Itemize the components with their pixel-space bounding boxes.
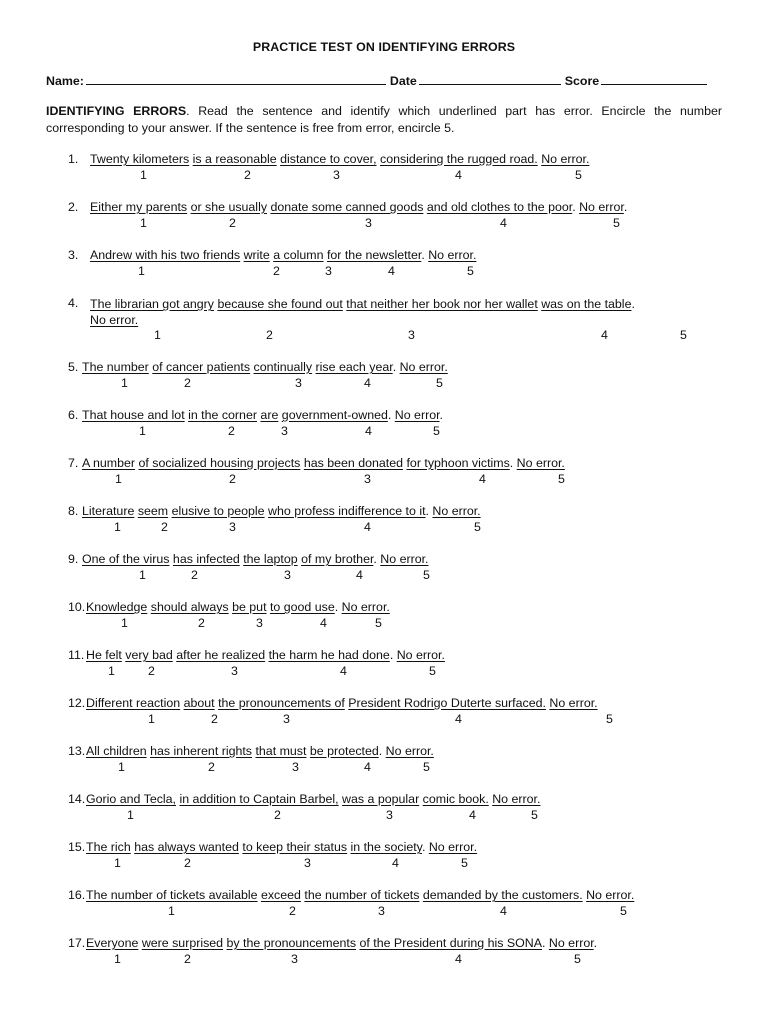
choice-number[interactable]: 4: [364, 376, 371, 390]
underlined-part-5: No error.: [549, 696, 598, 710]
underlined-part-5: No error.: [516, 456, 565, 470]
choice-number[interactable]: 2: [228, 424, 235, 438]
underlined-part-1: He felt: [86, 648, 122, 662]
underlined-part-4: government-owned: [281, 408, 388, 422]
choice-number[interactable]: 3: [283, 712, 290, 726]
question-sentence: The rich has always wanted to keep their status in the society. No error.: [86, 840, 478, 854]
choice-number[interactable]: 5: [429, 664, 436, 678]
underlined-part-2: should always: [150, 600, 229, 614]
underlined-part-1: Andrew with his two friends: [90, 248, 241, 262]
question-sentence: [90, 152, 589, 166]
question-number: 17.: [68, 936, 86, 950]
underlined-part-2: of cancer patients: [152, 360, 251, 374]
choice-number[interactable]: 1: [114, 856, 121, 870]
choice-number[interactable]: 3: [408, 328, 415, 342]
underlined-part-3: has been donated: [303, 456, 404, 470]
question-sentence: [86, 888, 634, 902]
choice-number[interactable]: 4: [388, 264, 395, 278]
underlined-part-5: No error.: [432, 504, 481, 518]
underlined-part-4: to good use: [269, 600, 335, 614]
choice-number[interactable]: 2: [184, 376, 191, 390]
instructions: [46, 103, 722, 137]
underlined-part-4: be protected: [309, 744, 379, 758]
choice-number[interactable]: 5: [680, 328, 687, 342]
underlined-part-5: No error.: [380, 552, 429, 566]
underlined-part-2: about: [183, 696, 215, 710]
underlined-part-2: because she found out: [217, 297, 343, 311]
question-number: 10.: [68, 600, 86, 614]
underlined-part-2: very bad: [125, 648, 173, 662]
question-sentence: One of the virus has infected the laptop of my brother. No error.: [82, 552, 429, 566]
question-sentence: [86, 696, 598, 710]
choice-number[interactable]: 1: [168, 904, 175, 918]
choice-number[interactable]: 3: [386, 808, 393, 822]
choice-number[interactable]: 5: [467, 264, 474, 278]
choice-number[interactable]: 3: [231, 664, 238, 678]
choice-number[interactable]: 4: [479, 472, 486, 486]
choice-number[interactable]: 3: [295, 376, 302, 390]
choice-number[interactable]: 4: [392, 856, 399, 870]
choice-number[interactable]: 3: [229, 520, 236, 534]
underlined-part-2: were surprised: [141, 936, 224, 950]
underlined-part-4: for the newsletter: [326, 248, 422, 262]
choice-number[interactable]: 1: [108, 664, 115, 678]
choice-number[interactable]: 2: [273, 264, 280, 278]
choice-number[interactable]: 2: [184, 856, 191, 870]
choice-number[interactable]: 1: [127, 808, 134, 822]
name-field[interactable]: [86, 72, 386, 85]
question-sentence: He felt very bad after he realized the harm he had done. No error.: [86, 648, 445, 662]
question-sentence: Literature seem elusive to people who profess indifference to it. No error.: [82, 504, 481, 518]
choice-number[interactable]: 2: [229, 216, 236, 230]
choice-number[interactable]: 5: [574, 952, 581, 966]
choice-number[interactable]: 1: [114, 520, 121, 534]
choice-number[interactable]: 4: [356, 568, 363, 582]
underlined-part-4: who profess indifference to it: [268, 504, 426, 518]
underlined-part-1: All children: [86, 744, 147, 758]
choice-number[interactable]: 2: [289, 904, 296, 918]
underlined-part-1: Twenty kilometers: [90, 152, 190, 166]
underlined-part-1: A number: [82, 456, 136, 470]
underlined-part-5: No error: [394, 408, 440, 422]
choice-number[interactable]: 4: [500, 216, 507, 230]
underlined-part-3: that must: [255, 744, 307, 758]
underlined-part-3: elusive to people: [171, 504, 265, 518]
question-number: 1.: [68, 152, 79, 166]
underlined-part-3: distance to cover,: [280, 152, 377, 166]
underlined-part-5: No error.: [428, 840, 478, 854]
choice-number[interactable]: 1: [139, 424, 146, 438]
underlined-part-2: write: [243, 248, 270, 262]
underlined-part-5: No error.: [341, 600, 390, 614]
question-number: 13.: [68, 744, 86, 758]
question-sentence: Everyone were surprised by the pronouncements of the President during his SONA. No error.: [86, 936, 598, 950]
underlined-part-1: The rich: [86, 840, 131, 854]
question-sentence: The librarian got angry because she found out that neither her book nor her wallet was on the table. No error.: [90, 297, 635, 327]
choice-number[interactable]: 3: [284, 568, 291, 582]
choice-number[interactable]: 2: [198, 616, 205, 630]
choice-number[interactable]: 1: [115, 472, 122, 486]
underlined-part-3: to keep their status: [242, 840, 348, 854]
underlined-part-3: are: [260, 408, 279, 422]
choice-number[interactable]: 2: [266, 328, 273, 342]
underlined-part-5: No error.: [90, 313, 139, 327]
choice-number[interactable]: 3: [291, 952, 298, 966]
underlined-part-5: No error: [579, 200, 624, 214]
choice-number[interactable]: 1: [118, 760, 125, 774]
choice-number[interactable]: 1: [138, 264, 145, 278]
underlined-part-5: No error.: [586, 888, 635, 902]
choice-number[interactable]: 2: [148, 664, 155, 678]
choice-number[interactable]: 5: [558, 472, 565, 486]
instructions-text: . Read the sentence and identify which underlined part has error. Encircle the number corresponding to your answer. If the sentence is free from error, encircle 5.: [46, 104, 722, 135]
underlined-part-4: rise each year: [315, 360, 393, 374]
choice-number[interactable]: 5: [461, 856, 468, 870]
underlined-part-3: after he realized: [176, 648, 266, 662]
underlined-part-2: seem: [137, 504, 169, 518]
choice-number[interactable]: 2: [208, 760, 215, 774]
choice-number[interactable]: 4: [601, 328, 608, 342]
choice-number[interactable]: 3: [364, 472, 371, 486]
choice-number[interactable]: 4: [364, 760, 371, 774]
underlined-part-2: or she usually: [190, 200, 268, 214]
choice-number[interactable]: 4: [455, 712, 462, 726]
underlined-part-4: demanded by the customers.: [422, 888, 583, 902]
choice-number[interactable]: 1: [140, 216, 147, 230]
choice-number[interactable]: 4: [364, 520, 371, 534]
score-field[interactable]: [601, 72, 707, 85]
underlined-part-3: continually: [253, 360, 313, 374]
choice-number[interactable]: 4: [500, 904, 507, 918]
underlined-part-1: Literature: [82, 504, 135, 518]
date-label: Date: [389, 74, 417, 88]
question-number: 9.: [68, 552, 79, 566]
choice-number[interactable]: 4: [469, 808, 476, 822]
choice-number[interactable]: 3: [292, 760, 299, 774]
choice-number[interactable]: 5: [613, 216, 620, 230]
question-number: 2.: [68, 200, 79, 214]
choice-number[interactable]: 2: [244, 168, 251, 182]
underlined-part-1: Either my parents: [90, 200, 188, 214]
choice-number[interactable]: 2: [229, 472, 236, 486]
underlined-part-4: President Rodrigo Duterte surfaced.: [348, 696, 546, 710]
underlined-part-1: The number of tickets available: [86, 888, 258, 902]
question-number: 16.: [68, 888, 86, 902]
question-number: 14.: [68, 792, 86, 806]
underlined-part-3: that neither her book nor her wallet: [346, 297, 538, 311]
underlined-part-4: was on the table: [541, 297, 632, 311]
underlined-part-3: donate some canned goods: [270, 200, 424, 214]
underlined-part-4: the harm he had done: [268, 648, 390, 662]
choice-number[interactable]: 4: [455, 952, 462, 966]
underlined-part-3: be put: [232, 600, 267, 614]
choice-number[interactable]: 3: [333, 168, 340, 182]
choice-number[interactable]: 1: [154, 328, 161, 342]
question-sentence: Knowledge should always be put to good use. No error.: [86, 600, 390, 614]
underlined-part-5: No error.: [385, 744, 434, 758]
underlined-part-2: is a reasonable: [192, 152, 277, 166]
choice-number[interactable]: 2: [191, 568, 198, 582]
underlined-part-1: The number: [82, 360, 149, 374]
underlined-part-2: has infected: [172, 552, 240, 566]
choice-number[interactable]: 4: [455, 168, 462, 182]
choice-number[interactable]: 5: [423, 760, 430, 774]
choice-number[interactable]: 2: [274, 808, 281, 822]
underlined-part-5: No error.: [492, 792, 541, 806]
question-number: 15.: [68, 840, 86, 854]
question-number: 4.: [68, 296, 79, 310]
underlined-part-4: for typhoon victims: [406, 456, 510, 470]
underlined-part-5: No error.: [396, 648, 445, 662]
underlined-part-3: the pronouncements of: [218, 696, 345, 710]
underlined-part-2: of socialized housing projects: [138, 456, 301, 470]
choice-number[interactable]: 3: [378, 904, 385, 918]
choice-number[interactable]: 5: [606, 712, 613, 726]
choice-number[interactable]: 2: [211, 712, 218, 726]
underlined-part-4: and old clothes to the poor: [426, 200, 573, 214]
underlined-part-2: has inherent rights: [150, 744, 253, 758]
date-field[interactable]: [419, 72, 561, 85]
underlined-part-1: The librarian got angry: [90, 297, 214, 311]
underlined-part-2: exceed: [260, 888, 301, 902]
question-sentence: Either my parents or she usually donate some canned goods and old clothes to the poor. No error.: [90, 200, 628, 214]
question-number: 7.: [68, 456, 79, 470]
question-sentence: The number of cancer patients continually rise each year. No error.: [82, 360, 448, 374]
instructions-heading: IDENTIFYING ERRORS: [46, 104, 187, 118]
choice-number[interactable]: 5: [474, 520, 481, 534]
underlined-part-2: in the corner: [188, 408, 257, 422]
choice-number[interactable]: 5: [423, 568, 430, 582]
underlined-part-1: That house and lot: [82, 408, 185, 422]
underlined-part-3: a column: [273, 248, 324, 262]
underlined-part-3: the number of tickets: [304, 888, 420, 902]
choice-number[interactable]: 5: [436, 376, 443, 390]
underlined-part-4: comic book.: [422, 792, 489, 806]
choice-number[interactable]: 2: [184, 952, 191, 966]
underlined-part-4: of my brother: [301, 552, 374, 566]
choice-number[interactable]: 3: [256, 616, 263, 630]
choice-number[interactable]: 2: [161, 520, 168, 534]
score-label: Score: [564, 74, 600, 88]
question-number: 3.: [68, 248, 79, 262]
choice-number[interactable]: 4: [320, 616, 327, 630]
choice-number[interactable]: 5: [575, 168, 582, 182]
underlined-part-4: of the President during his SONA: [359, 936, 542, 950]
underlined-part-5: No error.: [428, 248, 477, 262]
choice-number[interactable]: 3: [325, 264, 332, 278]
choice-number[interactable]: 1: [121, 616, 128, 630]
choice-number[interactable]: 1: [148, 712, 155, 726]
underlined-part-2: has always wanted: [134, 840, 239, 854]
choice-number[interactable]: 1: [121, 376, 128, 390]
choice-number[interactable]: 3: [304, 856, 311, 870]
choice-number[interactable]: 1: [139, 568, 146, 582]
underlined-part-4: considering the rugged road.: [380, 152, 538, 166]
question-sentence: That house and lot in the corner are government-owned. No error.: [82, 408, 443, 422]
underlined-part-4: in the society: [350, 840, 422, 854]
question-number: 5.: [68, 360, 79, 374]
choice-number[interactable]: 5: [375, 616, 382, 630]
question-sentence: A number of socialized housing projects has been donated for typhoon victims. No error.: [82, 456, 565, 470]
choice-number[interactable]: 4: [340, 664, 347, 678]
underlined-part-5: No error: [548, 936, 594, 950]
choice-number[interactable]: 1: [140, 168, 147, 182]
underlined-part-3: was a popular: [342, 792, 420, 806]
underlined-part-1: Different reaction: [86, 696, 181, 710]
underlined-part-1: Everyone: [86, 936, 139, 950]
choice-number[interactable]: 5: [620, 904, 627, 918]
question-number: 11.: [68, 648, 85, 662]
question-sentence: All children has inherent rights that must be protected. No error.: [86, 744, 434, 758]
question-sentence: Andrew with his two friends write a column for the newsletter. No error.: [90, 248, 477, 262]
question-number: 6.: [68, 408, 79, 422]
choice-number[interactable]: 3: [281, 424, 288, 438]
underlined-part-1: Knowledge: [86, 600, 148, 614]
underlined-part-3: the laptop: [243, 552, 298, 566]
name-label: Name:: [46, 74, 84, 88]
underlined-part-1: One of the virus: [82, 552, 170, 566]
choice-number[interactable]: 5: [531, 808, 538, 822]
underlined-part-3: by the pronouncements: [226, 936, 357, 950]
underlined-part-2: in addition to Captain Barbel,: [179, 792, 339, 806]
choice-number[interactable]: 4: [365, 424, 372, 438]
question-number: 12.: [68, 696, 86, 710]
choice-number[interactable]: 5: [433, 424, 440, 438]
question-sentence: [86, 792, 540, 806]
header-fields: [46, 72, 726, 88]
page-title: PRACTICE TEST ON IDENTIFYING ERRORS: [252, 40, 516, 54]
underlined-part-1: Gorio and Tecla,: [86, 792, 177, 806]
question-number: 8.: [68, 504, 79, 518]
choice-number[interactable]: 1: [114, 952, 121, 966]
underlined-part-5: No error.: [541, 152, 590, 166]
choice-number[interactable]: 3: [365, 216, 372, 230]
underlined-part-5: No error.: [399, 360, 448, 374]
